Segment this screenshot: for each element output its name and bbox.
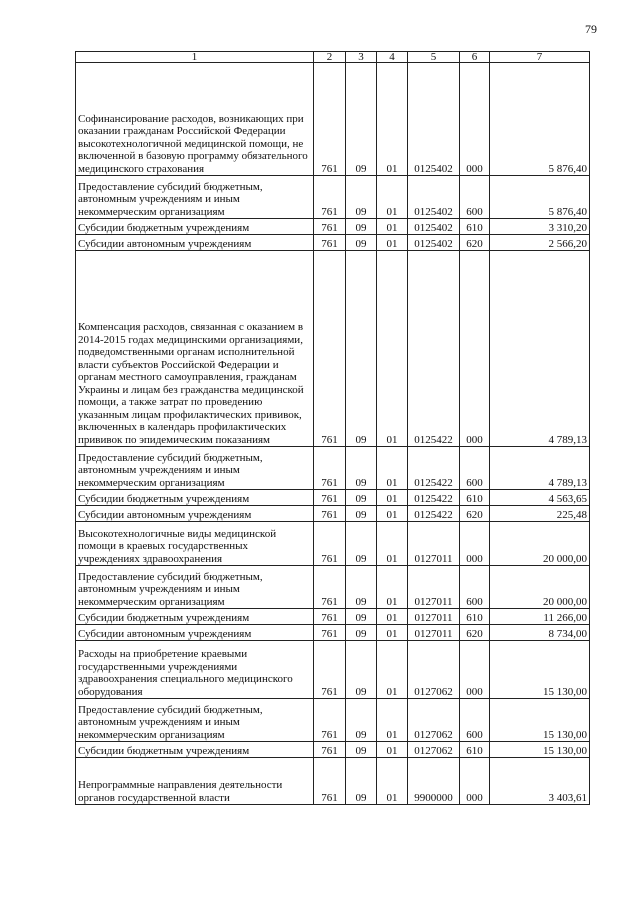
row-code-6: 610 bbox=[460, 742, 490, 758]
row-code-5: 9900000 bbox=[408, 758, 460, 805]
row-code-3: 09 bbox=[346, 522, 377, 566]
table-row bbox=[76, 506, 590, 522]
table-row bbox=[76, 522, 590, 566]
table-row bbox=[76, 625, 590, 641]
column-header: 3 bbox=[346, 52, 377, 63]
column-header: 7 bbox=[490, 52, 590, 63]
row-code-4: 01 bbox=[377, 447, 408, 490]
row-code-4: 01 bbox=[377, 566, 408, 609]
row-amount: 3 403,61 bbox=[490, 758, 590, 805]
row-name: Предоставление субсидий бюджетным, автономным учреждениям и иным некоммерческим организациям bbox=[76, 699, 314, 742]
row-amount: 15 130,00 bbox=[490, 641, 590, 699]
row-code-2: 761 bbox=[314, 235, 346, 251]
column-header: 4 bbox=[377, 52, 408, 63]
row-code-6: 000 bbox=[460, 758, 490, 805]
row-code-3: 09 bbox=[346, 63, 377, 176]
table-row bbox=[76, 742, 590, 758]
row-amount: 4 563,65 bbox=[490, 490, 590, 506]
row-code-6: 610 bbox=[460, 609, 490, 625]
row-code-2: 761 bbox=[314, 566, 346, 609]
row-code-4: 01 bbox=[377, 235, 408, 251]
row-code-2: 761 bbox=[314, 490, 346, 506]
row-code-2: 761 bbox=[314, 522, 346, 566]
row-name: Субсидии бюджетным учреждениям bbox=[76, 219, 314, 235]
table-row bbox=[76, 490, 590, 506]
row-code-2: 761 bbox=[314, 609, 346, 625]
row-code-3: 09 bbox=[346, 506, 377, 522]
column-header: 5 bbox=[408, 52, 460, 63]
row-code-5: 0125402 bbox=[408, 219, 460, 235]
row-code-6: 600 bbox=[460, 699, 490, 742]
column-header: 6 bbox=[460, 52, 490, 63]
row-name: Субсидии автономным учреждениям bbox=[76, 625, 314, 641]
row-code-3: 09 bbox=[346, 566, 377, 609]
row-amount: 15 130,00 bbox=[490, 699, 590, 742]
row-amount: 5 876,40 bbox=[490, 176, 590, 219]
row-code-3: 09 bbox=[346, 235, 377, 251]
row-name: Предоставление субсидий бюджетным, автономным учреждениям и иным некоммерческим организациям bbox=[76, 176, 314, 219]
row-code-6: 600 bbox=[460, 176, 490, 219]
column-header: 2 bbox=[314, 52, 346, 63]
row-code-3: 09 bbox=[346, 490, 377, 506]
row-code-6: 620 bbox=[460, 235, 490, 251]
row-code-5: 0125402 bbox=[408, 235, 460, 251]
row-code-4: 01 bbox=[377, 699, 408, 742]
row-code-4: 01 bbox=[377, 641, 408, 699]
row-code-6: 610 bbox=[460, 219, 490, 235]
row-code-6: 000 bbox=[460, 251, 490, 447]
table-row bbox=[76, 219, 590, 235]
row-code-2: 761 bbox=[314, 641, 346, 699]
row-code-3: 09 bbox=[346, 609, 377, 625]
row-code-3: 09 bbox=[346, 251, 377, 447]
row-name: Субсидии бюджетным учреждениям bbox=[76, 609, 314, 625]
row-name: Расходы на приобретение краевыми государственными учреждениями здравоохранения специального медицинского оборудования bbox=[76, 641, 314, 699]
row-code-6: 000 bbox=[460, 63, 490, 176]
row-name: Субсидии автономным учреждениям bbox=[76, 235, 314, 251]
row-code-5: 0127062 bbox=[408, 742, 460, 758]
row-name: Субсидии бюджетным учреждениям bbox=[76, 742, 314, 758]
table-row bbox=[76, 699, 590, 742]
row-code-4: 01 bbox=[377, 490, 408, 506]
row-amount: 3 310,20 bbox=[490, 219, 590, 235]
row-code-5: 0127011 bbox=[408, 522, 460, 566]
row-code-3: 09 bbox=[346, 641, 377, 699]
row-amount: 5 876,40 bbox=[490, 63, 590, 176]
row-code-4: 01 bbox=[377, 522, 408, 566]
row-code-4: 01 bbox=[377, 251, 408, 447]
row-code-5: 0127011 bbox=[408, 625, 460, 641]
row-amount: 20 000,00 bbox=[490, 566, 590, 609]
row-code-2: 761 bbox=[314, 506, 346, 522]
row-amount: 15 130,00 bbox=[490, 742, 590, 758]
table-row bbox=[76, 251, 590, 447]
row-code-5: 0125402 bbox=[408, 63, 460, 176]
row-code-5: 0127011 bbox=[408, 609, 460, 625]
row-code-3: 09 bbox=[346, 625, 377, 641]
table-row bbox=[76, 63, 590, 176]
row-amount: 2 566,20 bbox=[490, 235, 590, 251]
row-amount: 225,48 bbox=[490, 506, 590, 522]
table-row bbox=[76, 566, 590, 609]
row-code-2: 761 bbox=[314, 758, 346, 805]
row-code-3: 09 bbox=[346, 219, 377, 235]
row-amount: 11 266,00 bbox=[490, 609, 590, 625]
row-code-4: 01 bbox=[377, 609, 408, 625]
page-number: 79 bbox=[585, 22, 597, 36]
row-code-6: 000 bbox=[460, 522, 490, 566]
row-code-3: 09 bbox=[346, 742, 377, 758]
row-code-4: 01 bbox=[377, 176, 408, 219]
table-row bbox=[76, 235, 590, 251]
row-name: Предоставление субсидий бюджетным, автономным учреждениям и иным некоммерческим организациям bbox=[76, 447, 314, 490]
row-code-5: 0125422 bbox=[408, 490, 460, 506]
row-code-4: 01 bbox=[377, 742, 408, 758]
row-code-3: 09 bbox=[346, 699, 377, 742]
table-row bbox=[76, 758, 590, 805]
row-code-4: 01 bbox=[377, 63, 408, 176]
row-code-3: 09 bbox=[346, 447, 377, 490]
row-name: Софинансирование расходов, возникающих при оказании гражданам Российской Федерации высокотехнологичной медицинской помощи, не включенной в базовую программу обязательного медицинского страхования bbox=[76, 63, 314, 176]
budget-table bbox=[75, 51, 590, 805]
table-row bbox=[76, 641, 590, 699]
row-code-6: 620 bbox=[460, 506, 490, 522]
row-name: Предоставление субсидий бюджетным, автономным учреждениям и иным некоммерческим организациям bbox=[76, 566, 314, 609]
table-header-row bbox=[76, 52, 590, 63]
row-code-2: 761 bbox=[314, 447, 346, 490]
row-code-5: 0125422 bbox=[408, 251, 460, 447]
row-code-2: 761 bbox=[314, 699, 346, 742]
row-amount: 8 734,00 bbox=[490, 625, 590, 641]
row-code-5: 0125402 bbox=[408, 176, 460, 219]
row-name: Компенсация расходов, связанная с оказанием в 2014-2015 годах медицинскими организациями, подведомственными органам исполнительной власти субъектов Российской Федерации и органам местного самоуправления, гражданам Украины и лицам без гражданства медицинской помощи, а также затрат по проведению указанным лицам профилактических прививок, включенных в календарь профилактических прививок по эпидемическим показаниям bbox=[76, 251, 314, 447]
row-code-6: 000 bbox=[460, 641, 490, 699]
row-code-6: 600 bbox=[460, 566, 490, 609]
row-code-4: 01 bbox=[377, 625, 408, 641]
row-name: Высокотехнологичные виды медицинской помощи в краевых государственных учреждениях здравоохранения bbox=[76, 522, 314, 566]
row-code-5: 0127011 bbox=[408, 566, 460, 609]
row-code-5: 0125422 bbox=[408, 506, 460, 522]
row-code-2: 761 bbox=[314, 219, 346, 235]
row-code-4: 01 bbox=[377, 219, 408, 235]
row-amount: 20 000,00 bbox=[490, 522, 590, 566]
row-code-3: 09 bbox=[346, 758, 377, 805]
row-code-2: 761 bbox=[314, 63, 346, 176]
row-name: Субсидии бюджетным учреждениям bbox=[76, 490, 314, 506]
row-code-5: 0125422 bbox=[408, 447, 460, 490]
row-code-2: 761 bbox=[314, 742, 346, 758]
table-row bbox=[76, 609, 590, 625]
row-code-6: 610 bbox=[460, 490, 490, 506]
table-row bbox=[76, 447, 590, 490]
column-header: 1 bbox=[76, 52, 314, 63]
table-row bbox=[76, 176, 590, 219]
row-amount: 4 789,13 bbox=[490, 447, 590, 490]
row-name: Непрограммные направления деятельности органов государственной власти bbox=[76, 758, 314, 805]
row-code-2: 761 bbox=[314, 176, 346, 219]
row-code-6: 600 bbox=[460, 447, 490, 490]
row-code-2: 761 bbox=[314, 251, 346, 447]
row-code-5: 0127062 bbox=[408, 641, 460, 699]
row-name: Субсидии автономным учреждениям bbox=[76, 506, 314, 522]
row-code-4: 01 bbox=[377, 506, 408, 522]
row-amount: 4 789,13 bbox=[490, 251, 590, 447]
row-code-5: 0127062 bbox=[408, 699, 460, 742]
row-code-2: 761 bbox=[314, 625, 346, 641]
row-code-6: 620 bbox=[460, 625, 490, 641]
row-code-4: 01 bbox=[377, 758, 408, 805]
row-code-3: 09 bbox=[346, 176, 377, 219]
